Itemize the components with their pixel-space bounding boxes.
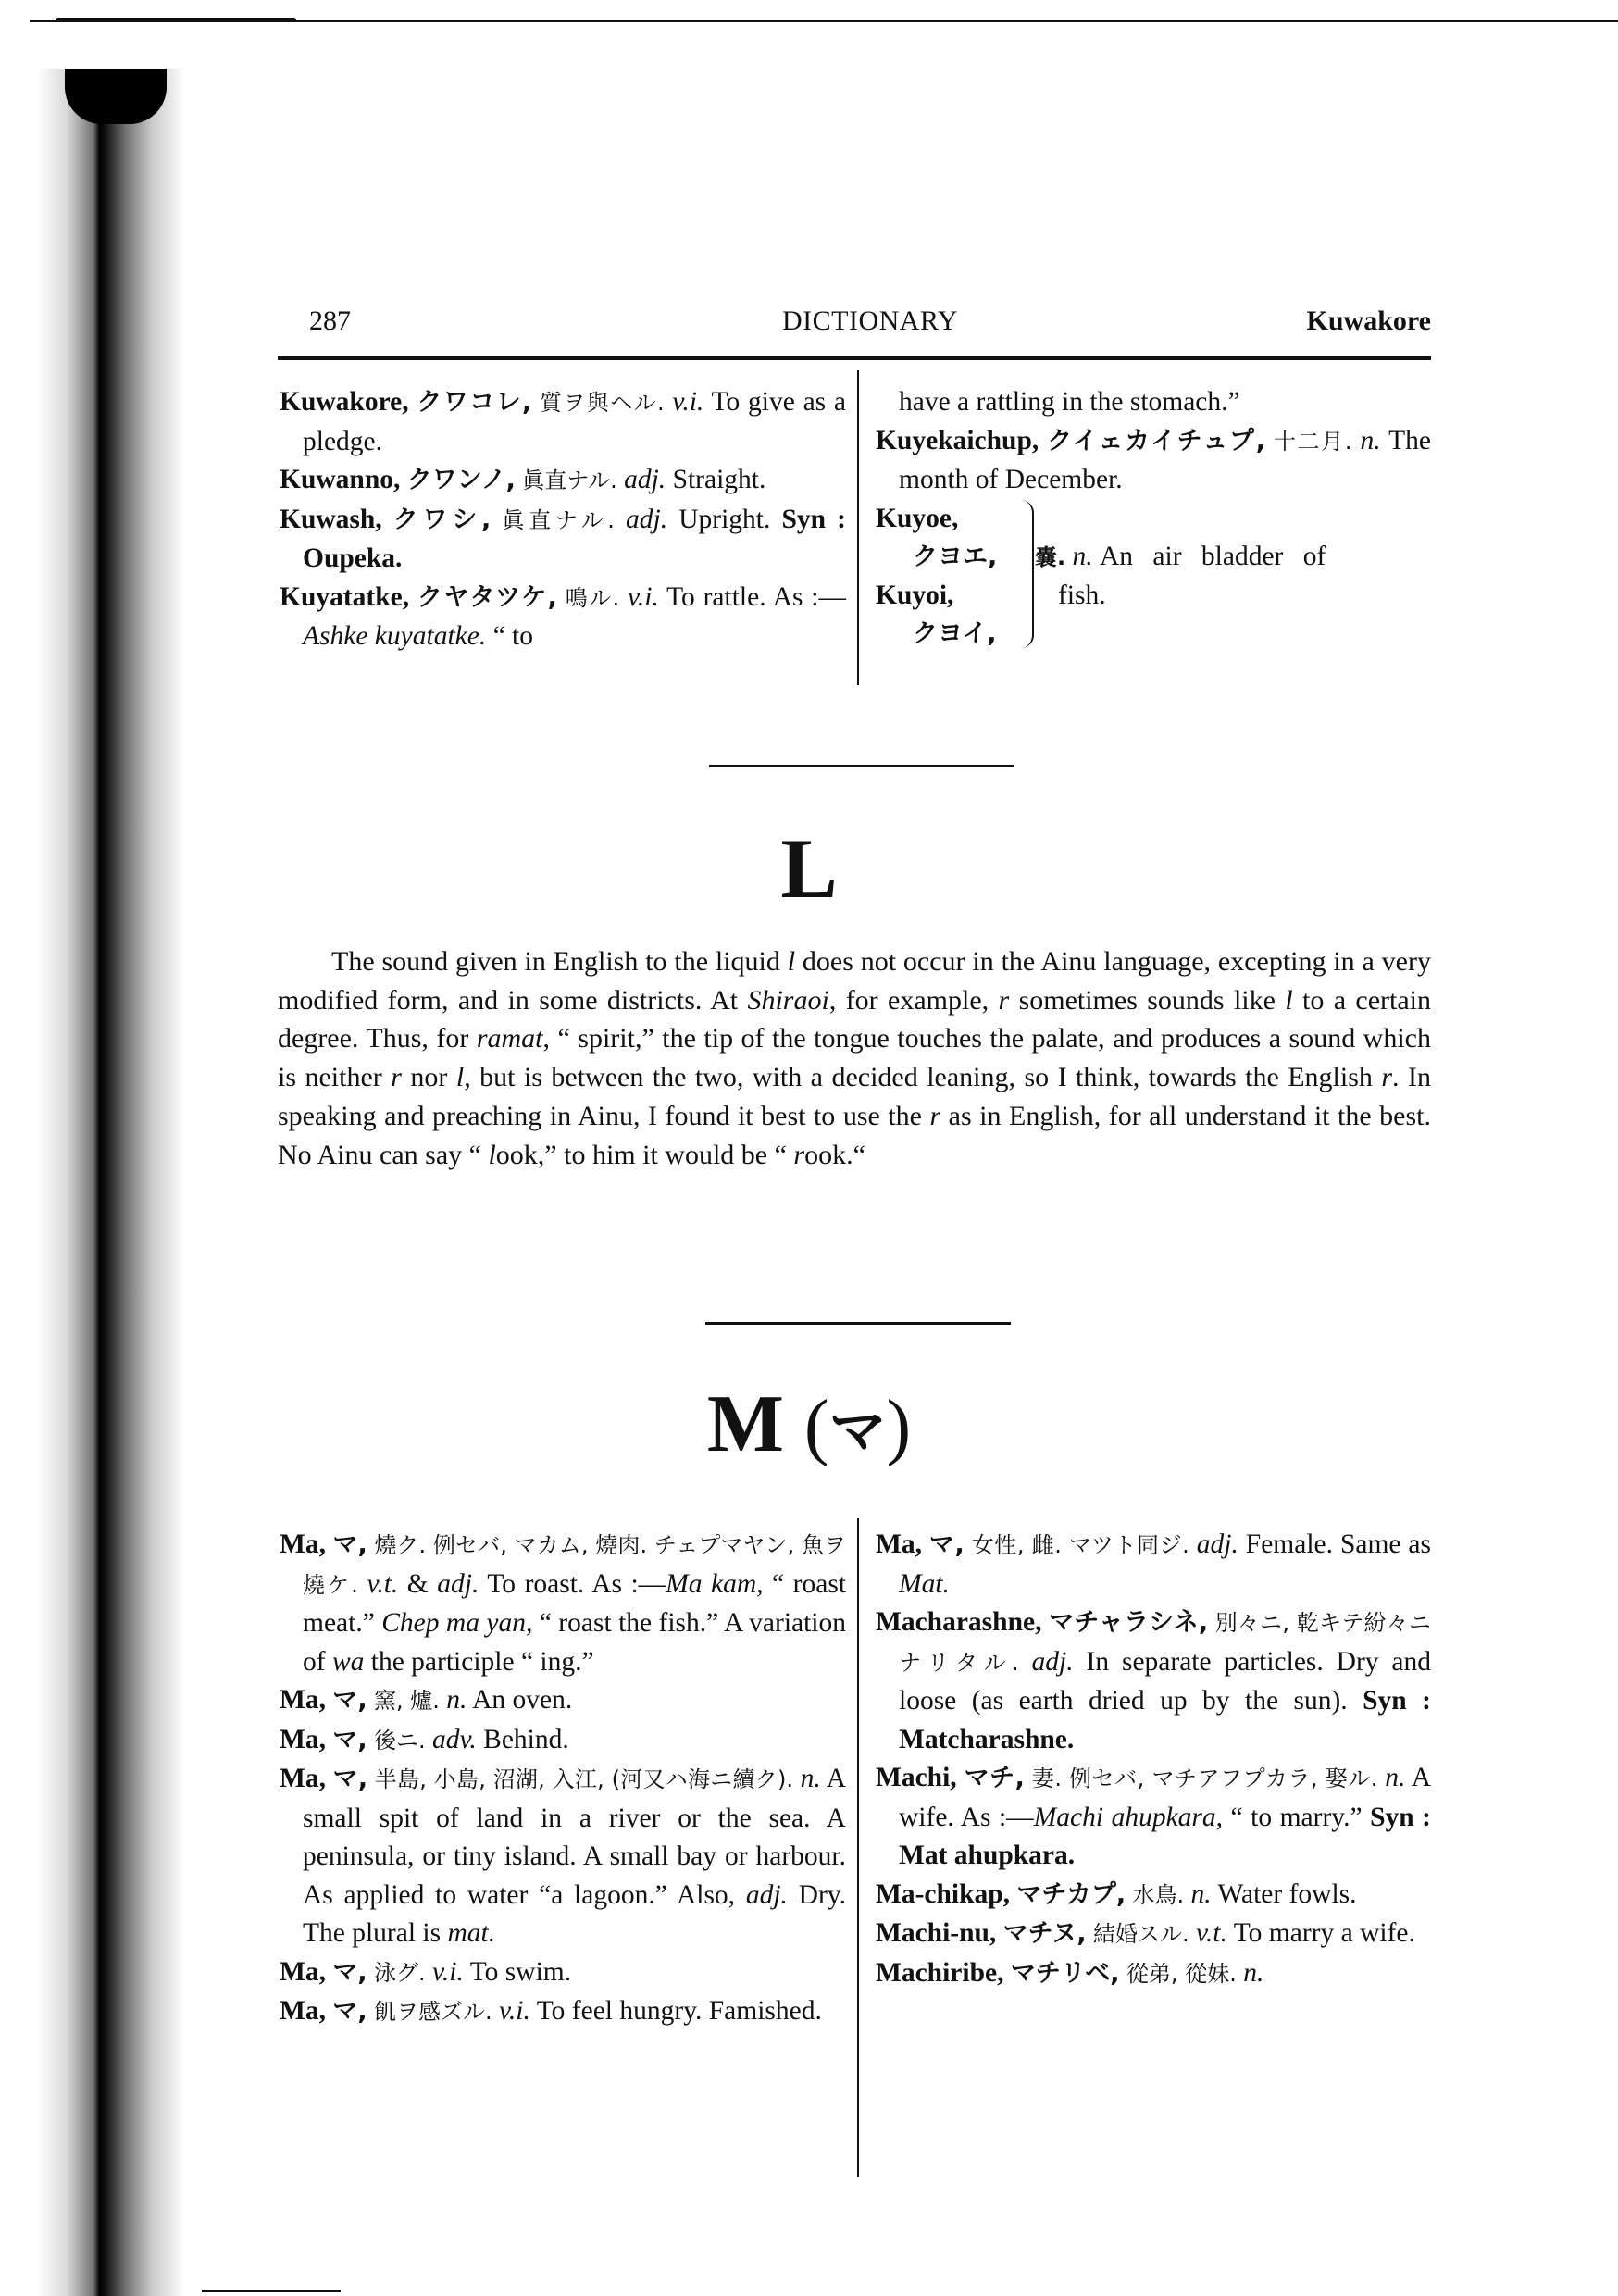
text-run: to a certain degree. Thus, for bbox=[278, 984, 1431, 1054]
kana: マ, bbox=[332, 1765, 368, 1793]
italic-term: r bbox=[793, 1139, 805, 1170]
italic-term: r bbox=[929, 1100, 941, 1131]
text-run: “ roast meat.” bbox=[303, 1568, 847, 1638]
italic-term: l bbox=[787, 946, 796, 977]
section-l-intro bbox=[278, 942, 1431, 1174]
grouped-headwords bbox=[876, 500, 1014, 654]
part-of-speech: adj. bbox=[626, 504, 668, 534]
header-rule bbox=[278, 356, 1431, 360]
text-run bbox=[367, 1957, 374, 1987]
headword: Kuyoi, bbox=[876, 580, 954, 610]
text-run bbox=[426, 1957, 432, 1987]
text-run bbox=[793, 1764, 801, 1793]
italic-term: adj. bbox=[437, 1568, 479, 1599]
dictionary-entry bbox=[280, 1681, 846, 1721]
italic-term: r bbox=[998, 984, 1010, 1016]
japanese-gloss: 妻. 例セバ, マチアフプカラ, 娶ル. bbox=[1031, 1766, 1378, 1791]
text-run: The sound given in English to the liquid bbox=[331, 946, 788, 977]
dictionary-entry bbox=[280, 501, 846, 579]
kana: マ, bbox=[332, 1997, 367, 2026]
text-run: , for example, bbox=[828, 984, 999, 1016]
text-run bbox=[1208, 1607, 1215, 1637]
text-run bbox=[1126, 1879, 1132, 1909]
column-divider bbox=[857, 370, 859, 685]
m-left-column bbox=[280, 1526, 846, 2032]
dictionary-entry bbox=[280, 1721, 846, 1761]
text-run bbox=[1189, 1529, 1197, 1559]
dictionary-entry bbox=[280, 461, 846, 501]
dictionary-entry bbox=[876, 422, 1431, 500]
italic-term: adj. bbox=[745, 1879, 788, 1910]
japanese-gloss: 眞直ナル. bbox=[502, 506, 615, 533]
section-separator bbox=[709, 765, 1014, 767]
japanese-gloss: 窯, 爐. bbox=[373, 1688, 440, 1714]
headword: Macharashne, bbox=[876, 1607, 1042, 1637]
japanese-gloss: 燒ク. 例セバ, マカム, 燒肉. チェプマヤン, 魚ヲ燒ケ. bbox=[303, 1532, 847, 1598]
headword: Kuyatatke, bbox=[280, 581, 410, 612]
italic-term: adj. bbox=[1196, 1529, 1238, 1559]
italic-term: adj. bbox=[1031, 1646, 1074, 1677]
text-run: Female. Same as bbox=[1238, 1529, 1432, 1559]
dictionary-entry bbox=[876, 1603, 1431, 1759]
japanese-gloss: 眞直ナル. bbox=[522, 468, 617, 493]
text-run: A wife. As :— bbox=[899, 1763, 1431, 1832]
definition-continued: fish. bbox=[1058, 580, 1106, 610]
text-run bbox=[367, 1764, 375, 1793]
text-run bbox=[1025, 1763, 1032, 1792]
text-run: ook,” to him it would be “ bbox=[495, 1139, 794, 1170]
kana: マチャラシネ, bbox=[1049, 1608, 1209, 1637]
text-run: , but is between the two, with a decided leaning, so I think, towards the English bbox=[464, 1062, 1382, 1093]
italic-term: v.i. bbox=[499, 1996, 530, 2026]
headword: Kuwanno, bbox=[280, 465, 401, 494]
headword: Ma, bbox=[280, 1724, 326, 1754]
text-run: ook.“ bbox=[804, 1139, 865, 1170]
kana: マ, bbox=[332, 1530, 367, 1559]
intro-paragraph bbox=[278, 942, 1431, 1174]
text-run: the participle “ ing.” bbox=[364, 1646, 594, 1677]
definition: The month of December. bbox=[899, 425, 1432, 494]
scan-top-edge-shadow bbox=[56, 18, 296, 22]
text-run: . In speaking and preaching in Ainu, I found it best to use the bbox=[278, 1062, 1431, 1131]
m-right-column bbox=[876, 1526, 1431, 1993]
italic-term: n. bbox=[1190, 1878, 1212, 1909]
text-run: To roast. As :— bbox=[479, 1568, 666, 1599]
headword: Ma, bbox=[280, 1529, 326, 1559]
italic-term: n. bbox=[1243, 1957, 1264, 1988]
text-run bbox=[358, 1569, 367, 1599]
text-run: “ to marry.” bbox=[1223, 1802, 1371, 1832]
column-divider bbox=[857, 1518, 859, 2177]
japanese-gloss: 質ヲ與ヘル. bbox=[540, 390, 665, 416]
italic-term: l bbox=[1285, 984, 1293, 1016]
part-of-speech: v.i. bbox=[672, 387, 704, 417]
italic-term: n. bbox=[800, 1764, 821, 1793]
japanese-gloss: 半島, 小島, 沼湖, 入江, (河又ハ海ニ續ク). bbox=[374, 1766, 793, 1792]
dictionary-entry bbox=[280, 1992, 846, 2032]
headword: Ma, bbox=[280, 1996, 326, 2026]
synonym: Syn : Mat ahupkara. bbox=[899, 1802, 1432, 1870]
kana: クワシ, bbox=[392, 505, 492, 534]
book-gutter-shadow bbox=[37, 69, 185, 2296]
synonym-label: Syn : bbox=[781, 504, 846, 534]
definition: An air bladder of bbox=[1100, 541, 1326, 571]
dictionary-entry bbox=[876, 1526, 1431, 1603]
kana: マ, bbox=[332, 1957, 367, 1987]
italic-term: Chep ma yan, bbox=[381, 1608, 533, 1638]
section-heading-l: L bbox=[780, 821, 838, 916]
text-run bbox=[957, 1763, 965, 1792]
headword: Machi-nu, bbox=[876, 1918, 997, 1948]
headword: Ma-chikap, bbox=[876, 1878, 1011, 1909]
text-run bbox=[326, 1764, 333, 1793]
kana: クヤタツケ, bbox=[417, 582, 557, 612]
definition: To rattle. As :— bbox=[666, 581, 847, 612]
running-head bbox=[309, 306, 1431, 343]
italic-term: r bbox=[391, 1062, 402, 1093]
part-of-speech: v.i. bbox=[627, 581, 659, 612]
text-run bbox=[922, 1529, 929, 1559]
headword: Ma, bbox=[280, 1764, 326, 1793]
kana: マチ, bbox=[964, 1764, 1025, 1792]
text-run bbox=[367, 1996, 374, 2026]
text-run bbox=[1019, 1647, 1032, 1677]
kana: マチカプ, bbox=[1016, 1879, 1126, 1909]
italic-term: l bbox=[455, 1062, 465, 1093]
headword: Machi, bbox=[876, 1763, 957, 1792]
text-run bbox=[965, 1529, 972, 1559]
continuation-text: have a rattling in the stomach.” bbox=[899, 387, 1240, 417]
part-of-speech: adj. bbox=[624, 465, 666, 494]
text-run bbox=[1003, 1958, 1010, 1988]
text-run: & bbox=[398, 1568, 438, 1599]
text-run bbox=[1189, 1918, 1196, 1948]
text-run: as in English, for all understand it the best. No Ainu can say “ bbox=[278, 1100, 1431, 1170]
japanese-gloss: 別々ニ, 乾キテ紛々ニナリタル. bbox=[899, 1610, 1432, 1676]
scan-bottom-edge bbox=[202, 2290, 341, 2292]
text-run bbox=[996, 1918, 1002, 1948]
example: Ashke kuyatatke. bbox=[303, 621, 487, 651]
text-run: “ roast the fish.” A variation of bbox=[303, 1608, 846, 1677]
japanese-gloss: 水鳥. bbox=[1132, 1881, 1185, 1908]
dictionary-entry bbox=[876, 1876, 1431, 1915]
text-run: Water fowls. bbox=[1211, 1878, 1357, 1909]
italic-term: mat. bbox=[447, 1918, 496, 1948]
section-letter: M bbox=[706, 1379, 784, 1469]
grouped-dictionary-entry bbox=[876, 500, 1431, 654]
italic-term: Ma kam, bbox=[666, 1568, 764, 1599]
headword: Ma, bbox=[876, 1529, 922, 1559]
example-gloss-start: “ to bbox=[492, 621, 533, 651]
text-run: To marry a wife. bbox=[1226, 1918, 1415, 1948]
italic-term: v.i. bbox=[432, 1956, 464, 1987]
page-number: 287 bbox=[309, 306, 351, 336]
headword: Machiribe, bbox=[876, 1957, 1004, 1988]
definition: To give as a pledge. bbox=[303, 387, 847, 456]
kana: クワコレ, bbox=[417, 388, 532, 417]
text-run: A small spit of land in a river or the sea. A peninsula, or tiny island. A small bay or harbour. As applied to water “a lagoon.” Also, bbox=[303, 1764, 847, 1910]
text-run: An oven. bbox=[467, 1685, 573, 1715]
synonym: Oupeka. bbox=[303, 543, 403, 573]
definition: Straight. bbox=[672, 465, 766, 494]
definition: Upright. bbox=[678, 504, 771, 534]
part-of-speech: n. bbox=[1360, 425, 1381, 455]
dictionary-entry bbox=[280, 1526, 846, 1681]
italic-term: ramat bbox=[476, 1023, 543, 1054]
top-left-column bbox=[280, 383, 846, 656]
text-run bbox=[426, 1725, 432, 1754]
japanese-gloss: 飢ヲ感ズル. bbox=[373, 1999, 492, 2025]
kana: クヨイ, bbox=[913, 619, 997, 648]
japanese-gloss: 十二月. bbox=[1273, 428, 1352, 455]
kana: クワンノ, bbox=[406, 466, 516, 494]
japanese-gloss: 鳴ル. bbox=[565, 584, 620, 611]
top-right-column bbox=[876, 383, 1431, 654]
italic-term: l bbox=[488, 1139, 496, 1170]
brace-icon bbox=[1019, 500, 1034, 648]
dictionary-entry bbox=[876, 1915, 1431, 1954]
headword: Kuyoe, bbox=[876, 503, 959, 533]
synonym: Syn : Matcharashne. bbox=[899, 1686, 1431, 1754]
kana: マ, bbox=[332, 1686, 367, 1715]
text-run: sometimes sounds like bbox=[1009, 984, 1286, 1016]
kana: マ, bbox=[928, 1530, 965, 1559]
italic-term: Shiraoi bbox=[747, 984, 829, 1016]
japanese-gloss: 女性, 雌. マツト同ジ. bbox=[971, 1532, 1189, 1558]
text-run: does not occur in the Ainu language, excepting in a very modified form, and in some districts. At bbox=[278, 946, 1431, 1016]
part-of-speech: n. bbox=[1072, 541, 1093, 571]
text-run bbox=[1087, 1918, 1093, 1948]
kana: クイェカイチュプ, bbox=[1047, 426, 1265, 455]
text-run bbox=[1120, 1958, 1126, 1988]
text-run: Dry. The plural is bbox=[303, 1879, 846, 1948]
italic-term: v.t. bbox=[367, 1568, 399, 1599]
italic-term: wa bbox=[331, 1646, 365, 1677]
italic-term: n. bbox=[446, 1685, 467, 1715]
kana: マチリベ, bbox=[1010, 1958, 1120, 1988]
italic-term: adv. bbox=[432, 1724, 477, 1754]
kana: マチヌ, bbox=[1002, 1919, 1087, 1948]
text-run bbox=[1041, 1607, 1049, 1637]
section-separator bbox=[705, 1322, 1011, 1325]
headword: Kuwash, bbox=[280, 504, 382, 534]
headword: Kuwakore, bbox=[280, 387, 409, 417]
text-run: Behind. bbox=[476, 1724, 569, 1754]
dictionary-entry bbox=[280, 1953, 846, 1993]
kana: マ, bbox=[332, 1725, 367, 1754]
text-run: , “ spirit,” the tip of the tongue touches the palate, and produces a sound which is neither bbox=[278, 1023, 1431, 1093]
text-run: In separate particles. Dry and loose (as earth dried up by the sun). bbox=[899, 1646, 1431, 1716]
section-kana: マ bbox=[828, 1397, 887, 1465]
dictionary-entry bbox=[876, 1954, 1431, 1994]
section-heading-m: M (マ) bbox=[706, 1379, 912, 1469]
dictionary-entry bbox=[280, 383, 846, 461]
text-run: To swim. bbox=[463, 1956, 572, 1987]
headword: Kuyekaichup, bbox=[876, 425, 1039, 455]
text-run bbox=[1184, 1879, 1190, 1909]
text-run bbox=[367, 1685, 374, 1715]
text-run bbox=[492, 1996, 499, 2026]
italic-term: v.t. bbox=[1196, 1918, 1227, 1948]
dictionary-entry bbox=[280, 1760, 846, 1953]
italic-term: Mat. bbox=[899, 1568, 950, 1599]
dictionary-entry bbox=[876, 1759, 1431, 1876]
grouped-definition bbox=[1035, 538, 1431, 616]
running-head-title: DICTIONARY bbox=[782, 306, 958, 336]
japanese-gloss: 結婚スル. bbox=[1092, 1921, 1189, 1947]
italic-term: r bbox=[1381, 1062, 1393, 1093]
guide-word: Kuwakore bbox=[1306, 306, 1431, 336]
book-gutter-top bbox=[65, 69, 167, 124]
japanese-gloss: 嚢. bbox=[1035, 543, 1066, 570]
text-run bbox=[367, 1725, 374, 1754]
italic-term: Machi ahupkara, bbox=[1033, 1802, 1224, 1832]
japanese-gloss: 從弟, 從妹. bbox=[1126, 1960, 1237, 1987]
kana: クヨエ, bbox=[913, 543, 998, 571]
headword: Ma, bbox=[280, 1685, 326, 1715]
text-run: To feel hungry. Famished. bbox=[529, 1996, 822, 2026]
japanese-gloss: 後ニ. bbox=[373, 1727, 426, 1753]
headword: Ma, bbox=[280, 1956, 326, 1987]
japanese-gloss: 泳グ. bbox=[373, 1959, 426, 1986]
text-run: nor bbox=[401, 1062, 456, 1093]
italic-term: n. bbox=[1385, 1763, 1406, 1792]
dictionary-entry bbox=[280, 579, 846, 656]
